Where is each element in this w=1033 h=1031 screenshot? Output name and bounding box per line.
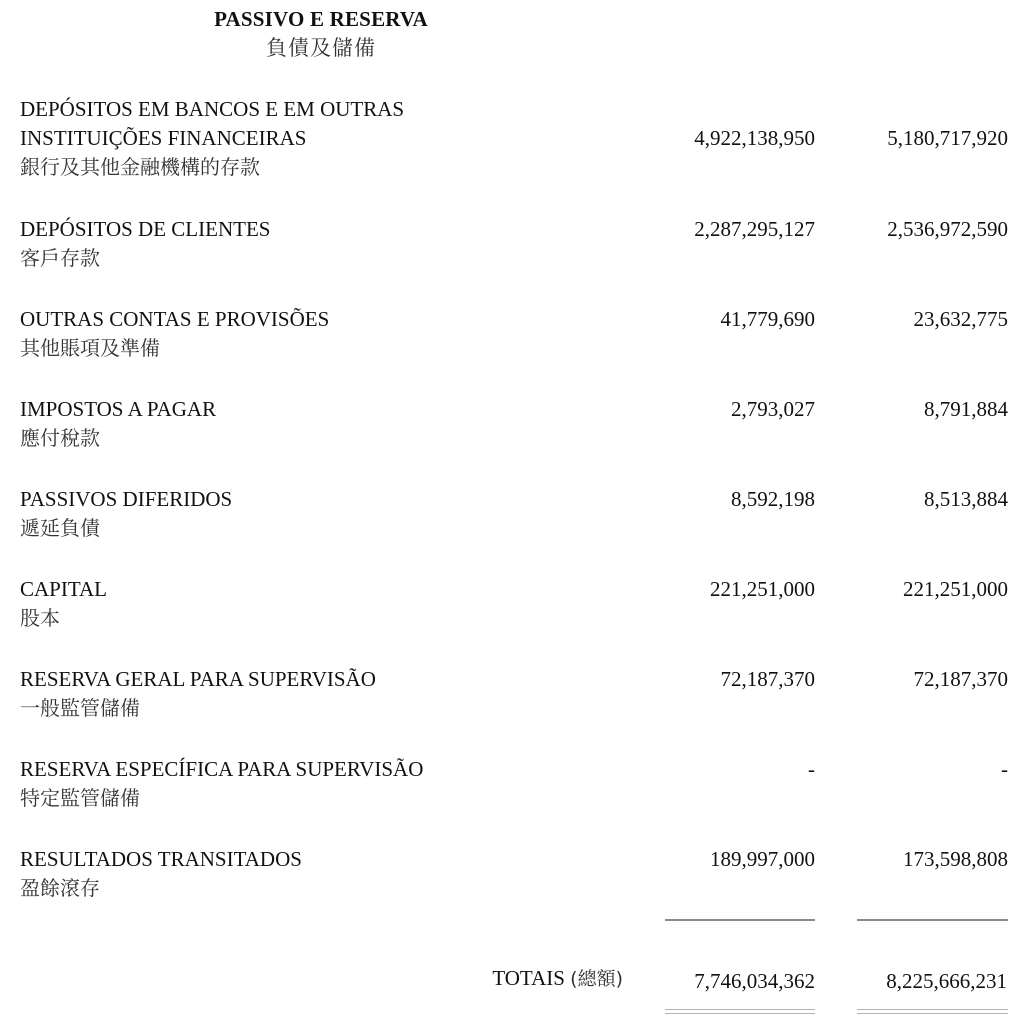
row-value-col2: -: [1001, 757, 1008, 781]
row-label-pt-line2: INSTITUIÇÕES FINANCEIRAS: [20, 126, 307, 150]
table-row-outras-contas: [20, 305, 1020, 363]
row-value-col1: 2,287,295,127: [694, 217, 815, 241]
row-label-zh: 其他賬項及準備: [20, 336, 160, 360]
row-value-col2: 221,251,000: [903, 577, 1008, 601]
row-label-zh: 特定監管儲備: [20, 786, 140, 810]
row-value-col1: 2,793,027: [731, 397, 815, 421]
totals-value-col2: 8,225,666,231: [886, 969, 1007, 993]
row-label-pt: OUTRAS CONTAS E PROVISÕES: [20, 307, 330, 331]
table-row-reserva-geral: [20, 665, 1020, 723]
row-value-col2: 173,598,808: [903, 847, 1008, 871]
row-value-col1: 221,251,000: [710, 577, 815, 601]
subtotal-rule-col2: [857, 919, 1008, 921]
row-label-pt: IMPOSTOS A PAGAR: [20, 397, 217, 421]
row-label-zh: 盈餘滾存: [20, 876, 100, 900]
row-value-col2: 5,180,717,920: [887, 126, 1008, 150]
row-value-col1: 189,997,000: [710, 847, 815, 871]
row-label-pt: RESERVA GERAL PARA SUPERVISÃO: [20, 667, 376, 691]
row-label-zh: 銀行及其他金融機構的存款: [20, 155, 260, 179]
row-value-col2: 23,632,775: [913, 307, 1008, 331]
totals-label: [440, 964, 623, 994]
row-label-pt: RESERVA ESPECÍFICA PARA SUPERVISÃO: [20, 757, 424, 781]
total-double-rule-col2: [857, 1009, 1008, 1014]
table-row-resultados-transitados: [20, 845, 1020, 903]
table-row-reserva-especifica: [20, 755, 1020, 813]
row-value-col2: 72,187,370: [913, 667, 1008, 691]
table-row-depositos-clientes: [20, 215, 1020, 273]
row-label-pt: DEPÓSITOS EM BANCOS E EM OUTRAS: [20, 97, 405, 121]
row-label-pt: PASSIVOS DIFERIDOS: [20, 487, 233, 511]
table-row-passivos-diferidos: [20, 485, 1020, 543]
row-value-col1: 4,922,138,950: [694, 126, 815, 150]
row-value-col2: 2,536,972,590: [887, 217, 1008, 241]
total-double-rule-col1: [665, 1009, 815, 1014]
row-value-col2: 8,791,884: [924, 397, 1008, 421]
section-subtitle: 負債及儲備: [266, 36, 376, 60]
row-label-pt: RESULTADOS TRANSITADOS: [20, 847, 302, 871]
row-label-zh: 一般監管儲備: [20, 696, 140, 720]
row-label-zh: 客戶存款: [20, 246, 100, 270]
row-label-pt: CAPITAL: [20, 577, 107, 601]
subtotal-rule-col1: [665, 919, 815, 921]
row-value-col1: 8,592,198: [731, 487, 815, 511]
table-row-capital: [20, 575, 1020, 633]
row-label-zh: 遞延負債: [20, 516, 100, 540]
row-value-col1: 41,779,690: [720, 307, 815, 331]
totals-label-zh: (總額): [570, 968, 623, 990]
row-value-col1: -: [808, 757, 815, 781]
row-value-col1: 72,187,370: [720, 667, 815, 691]
totals-value-col1: 7,746,034,362: [694, 969, 815, 993]
row-label-zh: 應付稅款: [20, 426, 100, 450]
totals-label-pt: TOTAIS: [492, 966, 565, 990]
row-value-col2: 8,513,884: [924, 487, 1008, 511]
row-label-pt: DEPÓSITOS DE CLIENTES: [20, 217, 271, 241]
row-label-zh: 股本: [20, 606, 60, 630]
table-row-impostos: [20, 395, 1020, 453]
table-row-depositos-bancos: [20, 95, 1020, 182]
section-title: PASSIVO E RESERVA: [214, 7, 428, 31]
